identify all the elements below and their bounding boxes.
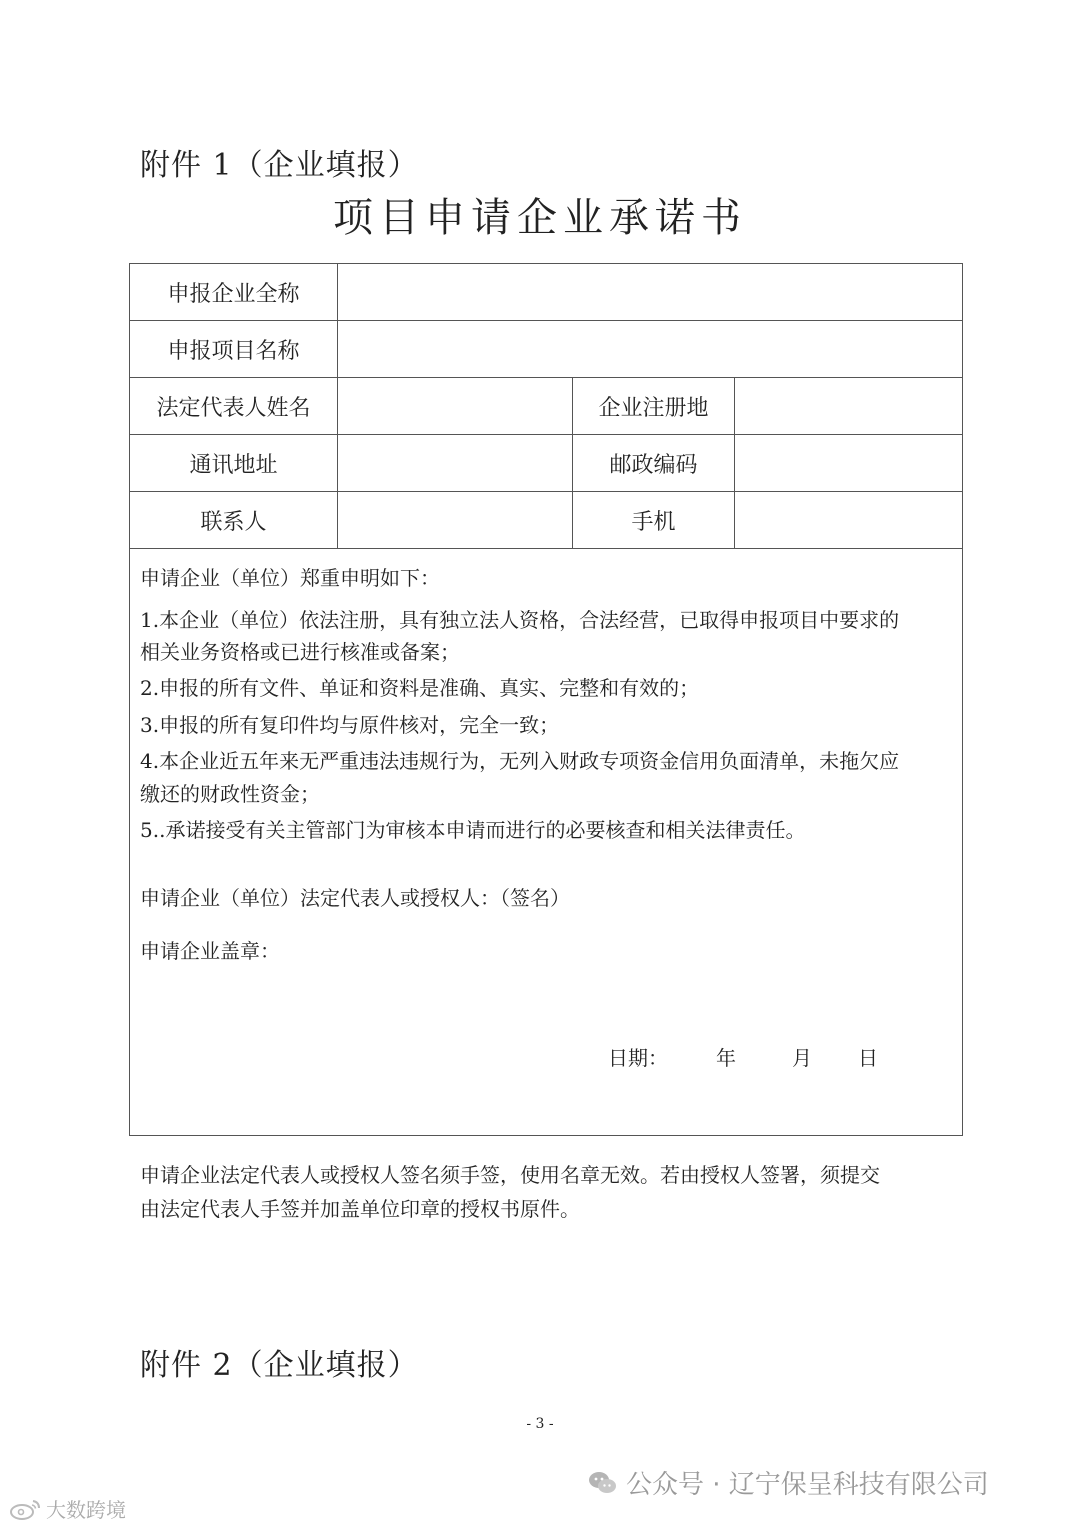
declaration-item: 3.申报的所有复印件均与原件核对，完全一致； xyxy=(140,713,560,737)
declaration-block xyxy=(130,549,962,1135)
seal-line: 申请企业盖章： xyxy=(140,939,280,963)
table-row xyxy=(130,492,963,549)
mailing-address-label: 通讯地址 xyxy=(130,435,338,492)
contact-person-label: 联系人 xyxy=(130,492,338,549)
table-row xyxy=(130,435,963,492)
company-name-field[interactable] xyxy=(338,264,963,321)
mobile-label: 手机 xyxy=(573,492,735,549)
company-name-label: 申报企业全称 xyxy=(130,264,338,321)
date-label: 日期： xyxy=(608,1046,668,1070)
declaration-intro: 申请企业（单位）郑重申明如下： xyxy=(140,566,440,590)
brand-watermark xyxy=(8,1494,126,1523)
project-name-field[interactable] xyxy=(338,321,963,378)
declaration-item: 相关业务资格或已进行核准或备案； xyxy=(140,640,460,664)
legal-rep-field[interactable] xyxy=(338,378,573,435)
attachment-2-heading: 附件 2（企业填报） xyxy=(140,1348,419,1383)
footnote-line: 由法定代表人手签并加盖单位印章的授权书原件。 xyxy=(140,1197,580,1221)
registered-address-field[interactable] xyxy=(735,378,963,435)
attachment-1-heading: 附件 1（企业填报） xyxy=(140,148,419,183)
date-month-label: 月 xyxy=(792,1046,812,1070)
project-name-label: 申报项目名称 xyxy=(130,321,338,378)
declaration-item: 缴还的财政性资金； xyxy=(140,782,320,806)
declaration-item: 2.申报的所有文件、单证和资料是准确、真实、完整和有效的； xyxy=(140,676,700,700)
wechat-watermark xyxy=(588,1464,989,1501)
footnote-line: 申请企业法定代表人或授权人签名须手签，使用名章无效。若由授权人签署，须提交 xyxy=(140,1163,880,1187)
document-title: 项目申请企业承诺书 xyxy=(333,195,747,241)
declaration-item: 4.本企业近五年来无严重违法违规行为，无列入财政专项资金信用负面清单，未拖欠应 xyxy=(140,749,900,773)
declaration-item: 5..承诺接受有关主管部门为审核本申请而进行的必要核查和相关法律责任。 xyxy=(140,818,806,842)
brand-text: 大数跨境 xyxy=(46,1498,126,1522)
contact-person-field[interactable] xyxy=(338,492,573,549)
mailing-address-field[interactable] xyxy=(338,435,573,492)
table-row xyxy=(130,321,963,378)
wechat-account-text: 公众号 · 辽宁保呈科技有限公司 xyxy=(626,1470,989,1500)
table-row xyxy=(130,549,963,1136)
declaration-item: 1.本企业（单位）依法注册，具有独立法人资格，合法经营，已取得申报项目中要求的 xyxy=(140,608,900,632)
date-day-label: 日 xyxy=(858,1046,878,1070)
wechat-icon xyxy=(588,1470,618,1496)
postal-code-field[interactable] xyxy=(735,435,963,492)
weibo-icon xyxy=(8,1498,42,1520)
registered-address-label: 企业注册地 xyxy=(573,378,735,435)
legal-rep-label: 法定代表人姓名 xyxy=(130,378,338,435)
page-number: - 3 - xyxy=(526,1416,554,1432)
postal-code-label: 邮政编码 xyxy=(573,435,735,492)
application-form-table xyxy=(129,263,963,1136)
date-year-label: 年 xyxy=(716,1046,736,1070)
declaration-cell xyxy=(130,549,963,1136)
table-row xyxy=(130,378,963,435)
mobile-field[interactable] xyxy=(735,492,963,549)
footnote xyxy=(140,1158,950,1226)
signature-line: 申请企业（单位）法定代表人或授权人：（签名） xyxy=(140,886,570,910)
table-row xyxy=(130,264,963,321)
